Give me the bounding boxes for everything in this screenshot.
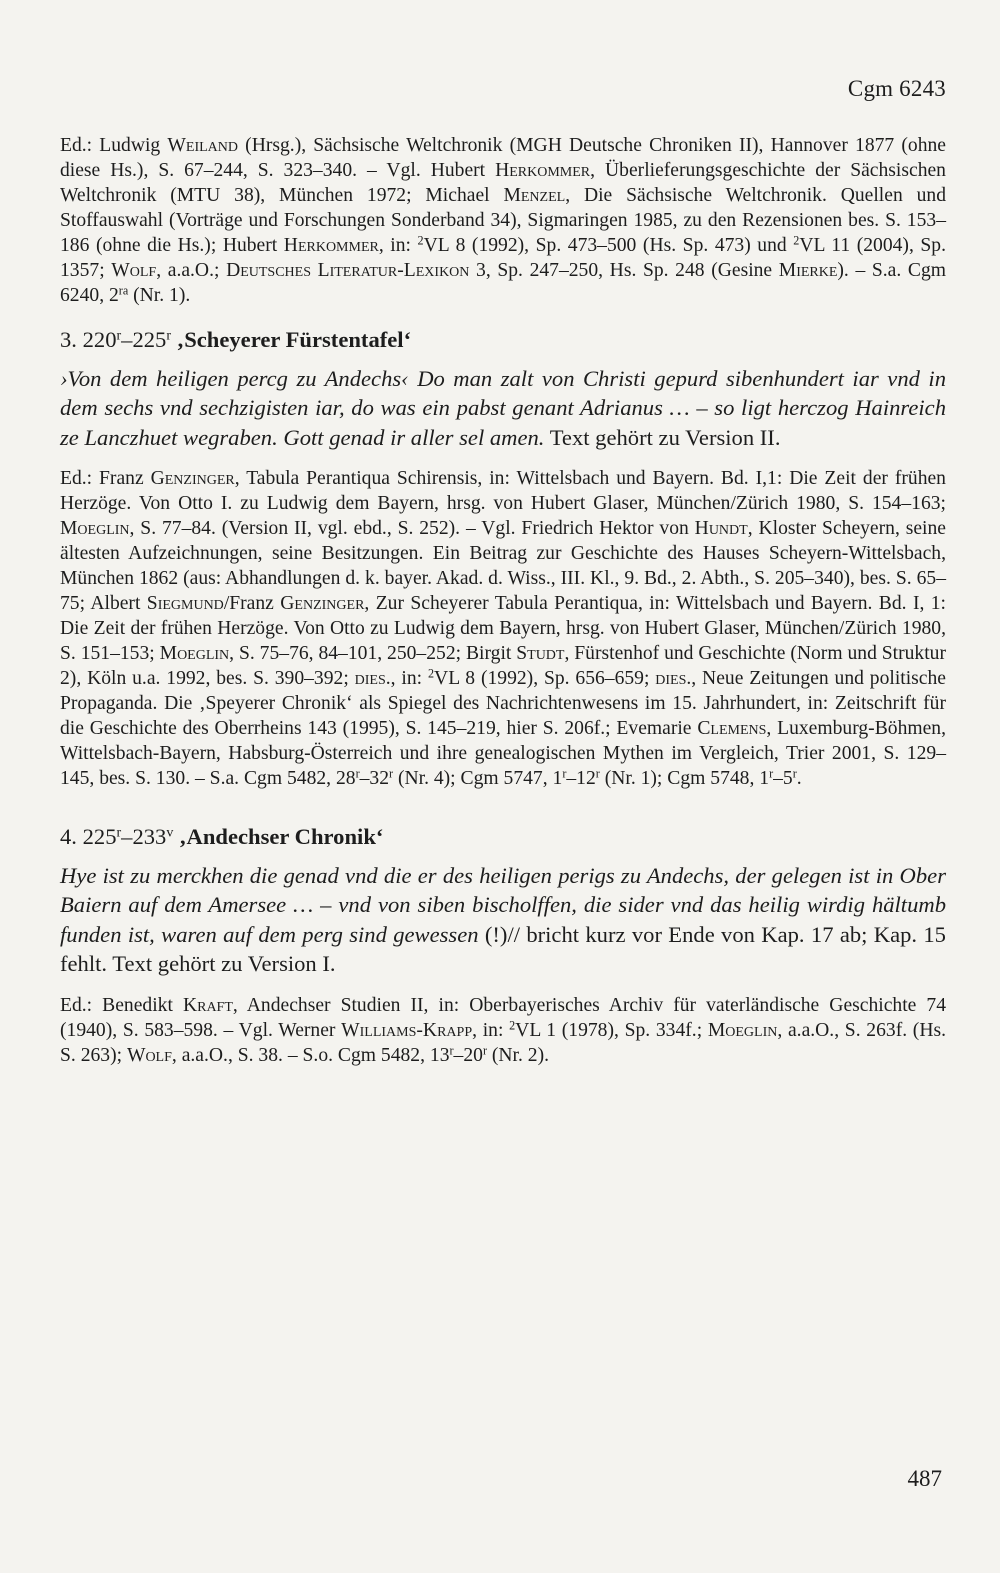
edition-note-1: Ed.: Ludwig Weiland (Hrsg.), Sächsische Weltchronik (MGH Deutsche Chroniken II), Hannover 1877 (ohne diese Hs.), S. 67–244, S. 323–340. – Vgl. Hubert Herkommer, Überlieferungsgeschichte der Sächsischen Weltchronik (MTU 38), München 1972; Michael Menzel, Die Sächsische Weltchronik. Quellen und Stoffauswahl (Vorträge und Forschungen Sonderband 34), Sigmaringen 1985, zu den Rezensionen bes. S. 153–186 (ohne die Hs.); Hubert Herkommer, in: $^2$VL 8 (1992), Sp. 473–500 (Hs. Sp. 473) und $^2$VL 11 (2004), Sp. 1357; Wolf, a.a.O.; Deutsches Literatur-Lexikon 3, Sp. 247–250, Hs. Sp. 248 (Gesine Mierke). – S.a. Cgm 6240, $2^{ra}$ (Nr. 1). bbox=[60, 135, 946, 306]
section-heading-3: 3. 220$^r$–225$^r$ ‚Scheyerer Fürstentafel‘ bbox=[60, 327, 412, 352]
edition-note-3: Ed.: Franz Genzinger, Tabula Perantiqua Schirensis, in: Wittelsbach und Bayern. Bd. I,1: Die Zeit der frühen Herzöge. Von Otto I. zu Ludwig dem Bayern, hrsg. von Hubert Glaser, München/Zürich 1980, S. 154–163; Moeglin, S. 77–84. (Version II, vgl. ebd., S. 252). – Vgl. Friedrich Hektor von Hundt, Kloster Scheyern, seine ältesten Aufzeichnungen, seine Besitzungen. Ein Beitrag zur Geschichte des Hauses Scheyern-Wittelsbach, München 1862 (aus: Abhandlungen d. k. bayer. Akad. d. Wiss., III. Kl., 9. Bd., 2. Abth., S. 205–340), bes. S. 65–75; Albert Siegmund/Franz Genzinger, Zur Scheyerer Tabula Perantiqua, in: Wittelsbach und Bayern. Bd. I, 1: Die Zeit der frühen Herzöge. Von Otto zu Ludwig dem Bayern, hrsg. von Hubert Glaser, München/Zürich 1980, S. 151–153; Moeglin, S. 75–76, 84–101, 250–252; Birgit Studt, Fürstenhof und Geschichte (Norm und Struktur 2), Köln u.a. 1992, bes. S. 390–392; dies., in: $^2$VL 8 (1992), Sp. 656–659; dies., Neue Zeitungen und politische Propaganda. Die ‚Speyerer Chronik‘ als Spiegel des Nachrichtenwesens im 15. Jahrhundert, in: Zeitschrift für die Geschichte des Oberrheins 143 (1995), S. 145–219, hier S. 206f.; Evemarie Clemens, Luxemburg-Böhmen, Wittelsbach-Bayern, Habsburg-Österreich und ihre genealogischen Mythen im Vergleich, Trier 2001, S. 129–145, bes. S. 130. – S.a. Cgm 5482, 28$^r$–32$^r$ (Nr. 4); Cgm 5747, 1$^r$–12$^r$ (Nr. 1); Cgm 5748, 1$^r$–5$^r$. bbox=[60, 468, 947, 789]
running-head: Cgm 6243 bbox=[847, 76, 946, 101]
section-text-4: Hye ist zu merckhen die genad vnd die er des heiligen perigs zu Andechs, der gelegen ist in Ober Baiern auf dem Amersee … – vnd von siben bischolffen, die sider vnd das heilig wirdig hältumb funden ist, waren auf dem perg sind gewessen (!)// bricht kurz vor Ende von Kap. 17 ab; Kap. 15 fehlt. Text gehört zu Version I. bbox=[60, 862, 946, 976]
edition-note-4: Ed.: Benedikt Kraft, Andechser Studien II, in: Oberbayerisches Archiv für vaterländische Geschichte 74 (1940), S. 583–598. – Vgl. Werner Williams-Krapp, in: $^2$VL 1 (1978), Sp. 334f.; Moeglin, a.a.O., S. 263f. (Hs. S. 263); Wolf, a.a.O., S. 38. – S.o. Cgm 5482, 13$^r$–20$^r$ (Nr. 2). bbox=[60, 994, 947, 1066]
section-text-3: ›Von dem heiligen percg zu Andechs‹ Do man zalt von Christi gepurd sibenhundert iar vnd in dem sechs vnd sechzigisten iar, do was ein pabst genant Adrianus … – so ligt herczog Hainreich ze Lanczhuet wegraben. Gott genad ir aller sel amen. Text gehört zu Version II. bbox=[60, 365, 946, 450]
section-heading-4: 4. 225$^r$–233$^v$ ‚Andechser Chronik‘ bbox=[60, 824, 384, 849]
page-content bbox=[60, 133, 946, 1068]
page-number: 487 bbox=[907, 1466, 942, 1491]
